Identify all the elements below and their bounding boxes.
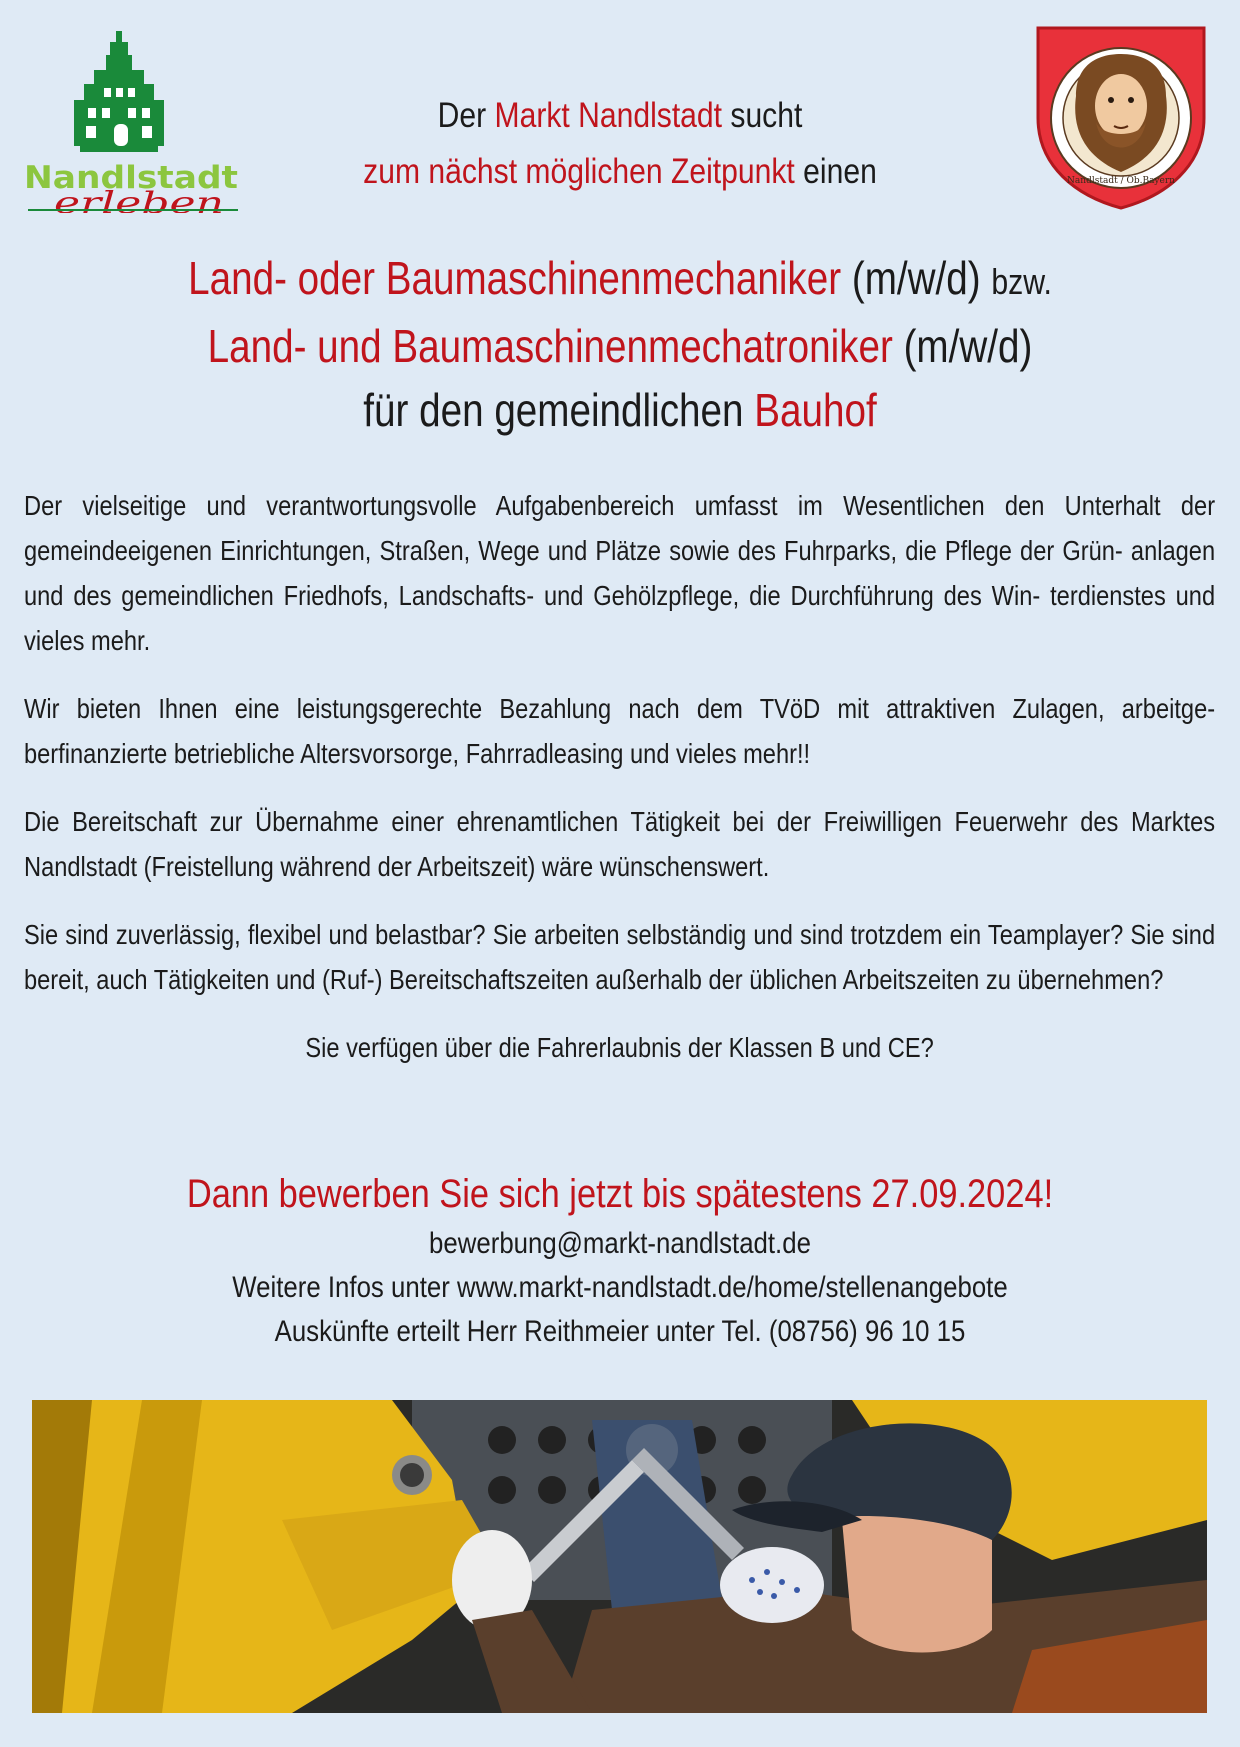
nandlstadt-erleben-logo bbox=[24, 28, 244, 213]
paragraph-benefits: Wir bieten Ihnen eine leistungsgerechte Bezahlung nach dem TVöD mit attraktiven Zulagen, arbeitge- berfinanzierte betriebliche Altersvorsorge, Fahrradleasing und vieles mehr!! bbox=[24, 693, 1216, 769]
logo-tagline: erleben bbox=[54, 186, 224, 213]
paragraph-tasks: Der vielseitige und verantwortungsvolle Aufgabenbereich umfasst im Wesentlichen den Unterhalt der gemeindeeigenen Einrichtungen, Straßen, Wege und Plätze sowie des Fuhrparks, die Pflege der Grün- anlagen und des gemeindlichen Friedhofs, Landschafts- und Gehölzpflege, die Durchführung des Win- terdienstes und vieles mehr. bbox=[24, 490, 1216, 656]
department-prefix: für den gemeindlichen bbox=[363, 384, 755, 436]
job-title-line-3 bbox=[150, 378, 1091, 442]
paragraph-fire-brigade: Die Bereitschaft zur Übernahme einer ehrenamtlichen Tätigkeit bei der Freiwilligen Feuerwehr des Marktes Nandlstadt (Freistellung während der Arbeitszeit) wäre wünschenswert. bbox=[24, 806, 1216, 882]
header-line-1 bbox=[302, 88, 938, 144]
department-name: Bauhof bbox=[754, 384, 877, 436]
logo-name: Nandlstadt bbox=[24, 160, 239, 196]
gender-suffix: (m/w/d) bbox=[892, 320, 1033, 372]
paragraph-license: Sie verfügen über die Fahrerlaubnis der Klassen B und CE? bbox=[305, 1032, 934, 1063]
application-deadline: Dann bewerben Sie sich jetzt bis spätestens 27.09.2024! bbox=[186, 1172, 1054, 1216]
header-line-2 bbox=[302, 144, 938, 200]
job-title-conjunction: bzw. bbox=[991, 261, 1052, 302]
job-title-line-2 bbox=[150, 314, 1091, 378]
job-title-primary: Land- oder Baumaschinenmechaniker bbox=[188, 252, 842, 304]
paragraph-profile: Sie sind zuverlässig, flexibel und belastbar? Sie arbeiten selbständig und sind trotzdem ein Teamplayer? Sie sind bereit, auch Tätigkeiten und (Ruf-) Bereitschaftszeiten außerhalb der üblichen Arbeitszeiten zu übernehmen? bbox=[24, 919, 1216, 995]
gender-suffix: (m/w/d) bbox=[841, 252, 992, 304]
crest-inscription: Nandlstadt / Ob.Bayern bbox=[1067, 176, 1175, 186]
start-date-note: zum nächst möglichen Zeitpunkt bbox=[363, 152, 795, 191]
coat-of-arms-crest bbox=[1036, 26, 1206, 210]
job-title bbox=[150, 246, 1091, 442]
job-title-alternative: Land- und Baumaschinenmechatroniker bbox=[207, 320, 893, 372]
application-email-link[interactable]: bewerbung@markt-nandlstadt.de bbox=[429, 1227, 811, 1260]
header-text: einen bbox=[794, 152, 877, 191]
job-description bbox=[24, 483, 1216, 1093]
employer-name: Markt Nandlstadt bbox=[494, 96, 723, 135]
more-info-link[interactable]: Weitere Infos unter www.markt-nandlstadt.de/home/stellenangebote bbox=[232, 1271, 1008, 1304]
mechanic-photo bbox=[32, 1400, 1207, 1713]
intro-header bbox=[302, 88, 938, 200]
header-text: Der bbox=[437, 96, 495, 135]
application-call-to-action bbox=[173, 1166, 1067, 1354]
header-text: sucht bbox=[722, 96, 803, 135]
contact-phone: Auskünfte erteilt Herr Reithmeier unter Tel. (08756) 96 10 15 bbox=[274, 1315, 966, 1348]
job-title-line-1 bbox=[150, 246, 1091, 314]
